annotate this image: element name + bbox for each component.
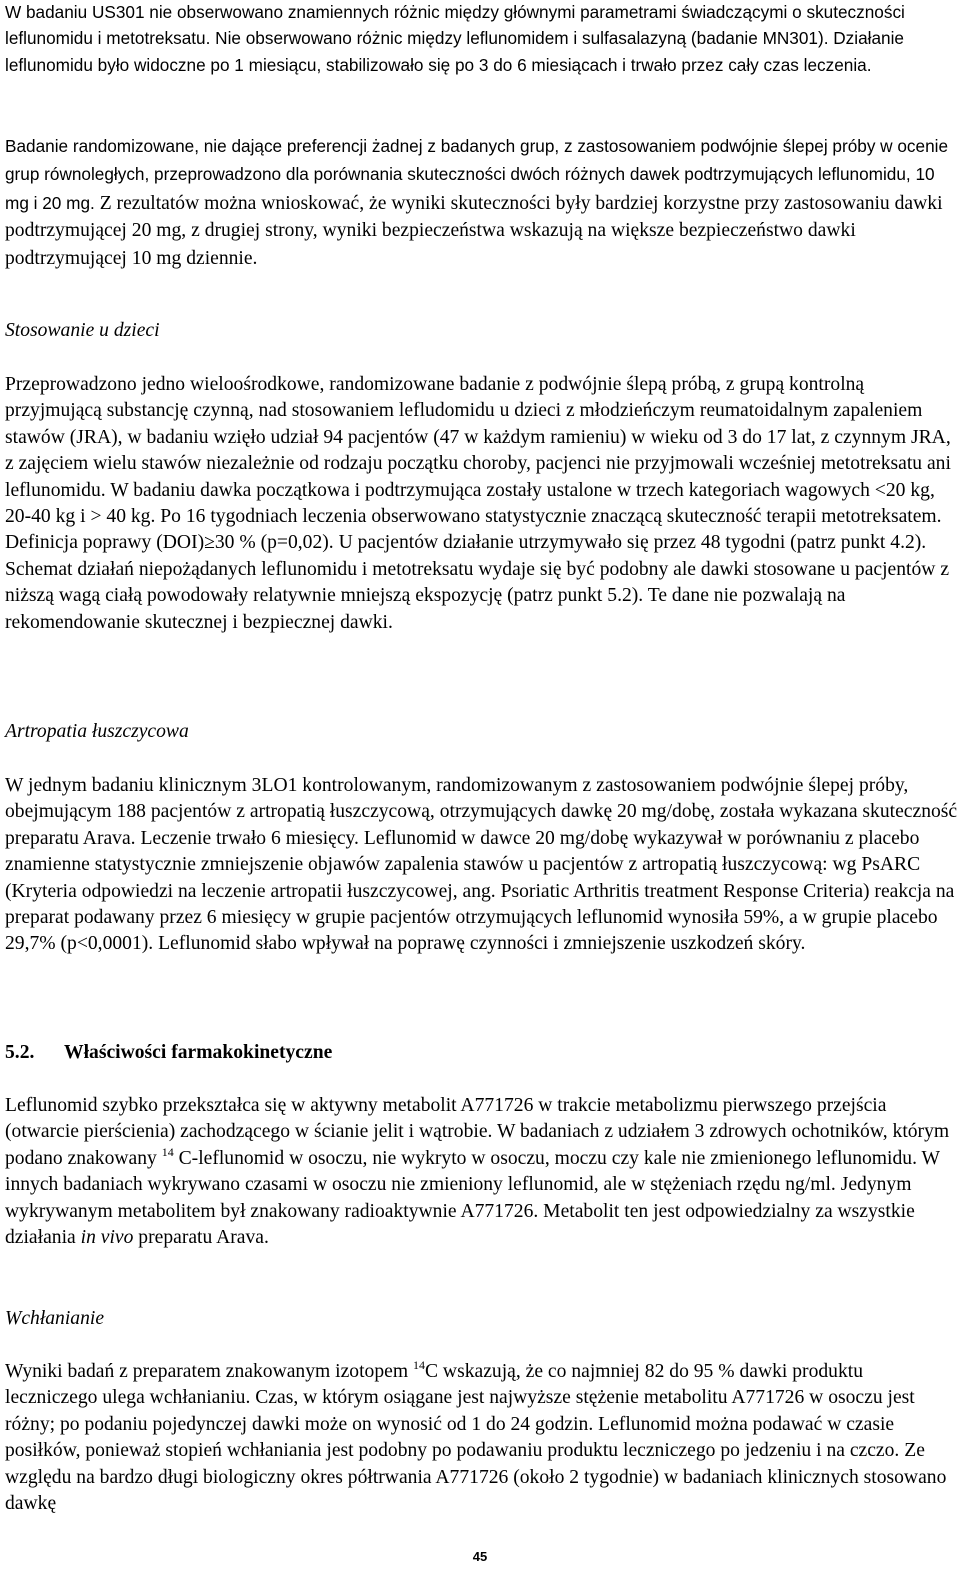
paragraph-efficacy-comparison: W badaniu US301 nie obserwowano znamiennych różnic między głównymi parametrami świadczącymi o skuteczności leflunomidu i metotreksatu. Nie obserwowano różnic między leflunomidem i sulfasalazyną (badanie MN301). Działanie leflunomidu było widoczne po 1 miesiącu, stabilizowało się po 3 do 6 miesiącach i trwało przez cały czas leczenia. <box>5 2 905 75</box>
heading-children-use: Stosowanie u dzieci <box>5 320 160 341</box>
paragraph-metabolism-text-3: preparatu Arava. <box>133 1227 269 1249</box>
paragraph-psoriatic-study: W jednym badaniu klinicznym 3LO1 kontrolowanym, randomizowanym z zastosowaniem podwójnie ślepej próby, obejmującym 188 pacjentów z artropatią łuszczycową, otrzymujących dawkę 20 mg/dobę, została wykazana skuteczność preparatu Arava. Leczenie trwało 6 miesięcy. Leflunomid w dawce 20 mg/dobę wykazywał w porównaniu z placebo znamienne statystycznie zmniejszenie objawów zapalenia stawów u pacjentów z artropatią łuszczycową: wg PsARC (Kryteria odpowiedzi na leczenie artropatii łuszczycowej, ang. Psoriatic Arthritis treatment Response Criteria) reakcja na preparat podawany przez 6 miesięcy w grupie pacjentów otrzymujących leflunomid wynosiła 59%, a w grupie placebo 29,7% (p<0,0001). Leflunomid słabo wpływał na poprawę czynności i zmniejszenie uszkodzeń skóry. <box>5 775 958 955</box>
paragraph-metabolism <box>5 1093 957 1251</box>
paragraph-metabolism-text-1: Leflunomid szybko przekształca się w aktywny metabolit A771726 w trakcie metabolizmu pierwszego przejścia (otwarcie pierścienia) zachodzącego w ścianie jelit i wątrobie. W badaniach z udziałem 3 zdrowych ochotników, którym podano znakowany <box>5 1095 950 1169</box>
section-number: 5.2. <box>5 1042 35 1063</box>
paragraph-dose-comparison <box>5 133 957 273</box>
section-heading-pharmacokinetics <box>5 1040 332 1066</box>
paragraph-metabolism-text-2: C-leflunomid w osoczu, nie wykryto w osoczu, moczu czy kale nie zmienionego leflunomidu. W innych badaniach wykrywano czasami w osoczu nie zmieniony leflunomid, ale w stężeniach rzędu ng/ml. Jedynym wykrywanym metabolitem był znakowany radioaktywnie A771726. Metabolit ten jest odpowiedzialny za wszystkie działania <box>5 1147 940 1249</box>
paragraph-dose-comparison-sans: Badanie randomizowane, nie dające preferencji żadnej z badanych grup, z zastosowaniem podwójnie ślepej próby w ocenie grup równoległych, przeprowadzono dla porównania skuteczności dwóch różnych dawek podtrzymujących leflunomidu, 10 mg i 20 mg. <box>5 136 949 213</box>
paragraph-absorption-text-2: C wskazują, że co najmniej 82 do 95 % dawki produktu leczniczego ulega wchłanianiu. Czas, w którym osiągane jest najwyższe stężenie metabolitu A771726 w osoczu jest różny; po podaniu pojedynczej dawki może on wynosić od 1 do 24 godzin. Leflunomid można podawać w czasie posiłków, ponieważ stopień wchłaniania jest podobny po podawaniu produktu leczniczego po jedzeniu i na czczo. Ze względu na bardzo długi biologiczny okres półtrwania A771726 (około 2 tygodnie) w badaniach klinicznych stosowano dawkę <box>5 1361 947 1515</box>
paragraph-absorption <box>5 1359 957 1517</box>
isotope-superscript: 14 <box>161 1144 174 1159</box>
isotope-superscript-2: 14 <box>412 1358 425 1372</box>
heading-psoriatic-arthropathy: Artropatia łuszczycowa <box>5 721 189 742</box>
section-title: Właściwości farmakokinetyczne <box>64 1042 333 1063</box>
paragraph-absorption-text-1: Wyniki badań z preparatem znakowanym izotopem <box>5 1361 413 1382</box>
in-vivo-italic: in vivo <box>80 1227 134 1249</box>
paragraph-children-study: Przeprowadzono jedno wieloośrodkowe, randomizowane badanie z podwójnie ślepą próbą, z grupą kontrolną przyjmującą substancję czynną, nad stosowaniem lefludomidu u dzieci z młodzieńczym reumatoidalnym zapaleniem stawów (JRA), w badaniu wzięło udział 94 pacjentów (47 w każdym ramieniu) w wieku od 3 do 17 lat, z czynnym JRA, z zajęciem wielu stawów niezależnie od rodzaju początku choroby, pacjenci nie przyjmowali wcześniej metotreksatu ani leflunomidu. W badaniu dawka początkowa i podtrzymująca zostały ustalone w trzech kategoriach wagowych <20 kg, 20-40 kg i > 40 kg. Po 16 tygodniach leczenia obserwowano statystycznie znaczącą skuteczność terapii metotreksatem. Definicja poprawy (DOI)≥30 % (p=0,02). U pacjentów działanie utrzymywało się przez 48 tygodni (patrz punkt 4.2). Schemat działań niepożądanych leflunomidu i metotreksatu wydaje się być podobny ale dawki stosowane u pacjentów z niższą wagą ciałą powodowały relatywnie mniejszą ekspozycję (patrz punkt 5.2). Te dane nie pozwalają na rekomendowanie skutecznej i bezpiecznej dawki. <box>5 374 951 633</box>
heading-absorption: Wchłanianie <box>5 1308 105 1329</box>
paragraph-dose-comparison-serif: Z rezultatów można wnioskować, że wyniki skuteczności były bardziej korzystne przy zastosowaniu dawki podtrzymującej 20 mg, z drugiej strony, wyniki bezpieczeństwa wskazują na większe bezpieczeństwo dawki podtrzymującej 10 mg dziennie. <box>5 192 943 269</box>
page-number: 45 <box>472 1549 488 1564</box>
